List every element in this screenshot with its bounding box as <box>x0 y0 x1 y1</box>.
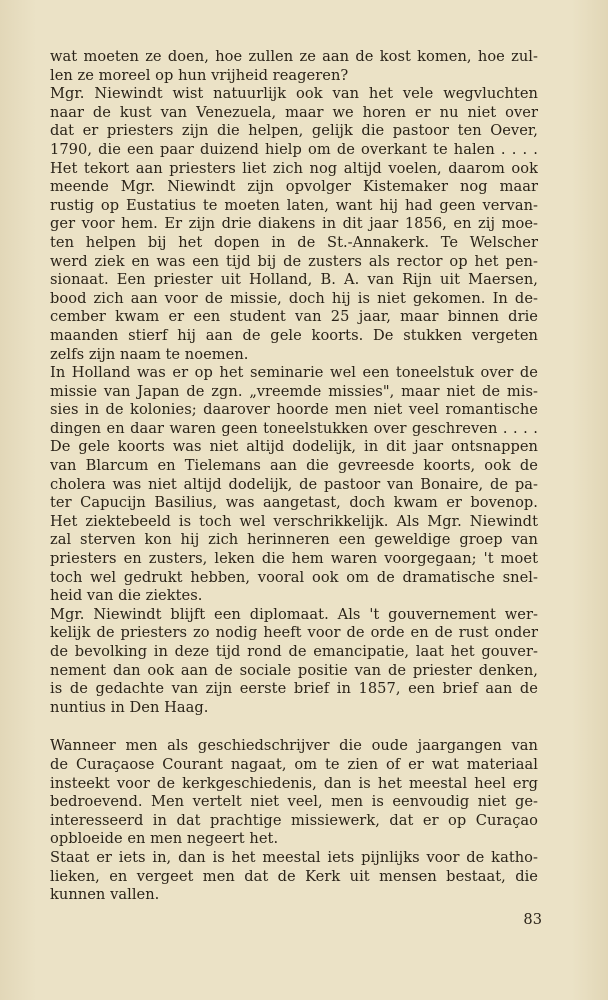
paragraph <box>50 849 538 905</box>
text-line: werd ziek en was een tijd bij de zusters als rector op het pen- <box>50 252 538 270</box>
text-line: nuntius in Den Haag. <box>50 698 209 716</box>
text-line: Het tekort aan priesters liet zich nog altijd voelen, daarom ook <box>50 159 538 177</box>
text-line: sionaat. Een priester uit Holland, B. A. van Rijn uit Maersen, <box>50 271 538 289</box>
text-line: ten helpen bij het dopen in de St.-Annakerk. Te Welscher <box>50 233 538 251</box>
text-line: Wanneer men als geschiedschrijver die oude jaargangen van <box>50 737 538 755</box>
text-line: zelfs zijn naam te noemen. <box>50 345 249 363</box>
text-line: meende Mgr. Niewindt zijn opvolger Kistemaker nog maar <box>50 178 538 196</box>
text-line: De gele koorts was niet altijd dodelijk, in dit jaar ontsnappen <box>50 438 538 456</box>
text-line: dat er priesters zijn die helpen, gelijk die pastoor ten Oever, <box>50 122 538 140</box>
text-line: ter Capucijn Basilius, was aangetast, doch kwam er bovenop. <box>50 494 538 512</box>
text-line: van Blarcum en Tielemans aan die gevreesde koorts, ook de <box>50 457 538 475</box>
text-line: insteekt voor de kerkgeschiedenis, dan is het meestal heel erg <box>50 774 538 792</box>
text-line: Mgr. Niewindt blijft een diplomaat. Als 't gouvernement wer- <box>50 605 538 623</box>
text-line: de bevolking in deze tijd rond de emancipatie, laat het gouver- <box>50 643 538 660</box>
text-line: toch wel gedrukt hebben, vooral ook om de dramatische snel- <box>50 568 538 586</box>
text-line: naar de kust van Venezuela, maar we horen er nu niet over <box>50 103 538 121</box>
text-line: missie van Japan de zgn. „vreemde missies", maar niet de mis- <box>50 382 538 400</box>
paragraph <box>50 606 538 718</box>
text-line: Het ziektebeeld is toch wel verschrikkelijk. Als Mgr. Niewindt <box>50 512 538 530</box>
text-line: opbloeide en men negeert het. <box>50 830 279 848</box>
paragraph <box>50 364 538 606</box>
text-line: lieken, en vergeet men dat de Kerk uit mensen bestaat, die <box>50 867 538 885</box>
text-line: kunnen vallen. <box>50 886 160 904</box>
text-line: maanden stierf hij aan de gele koorts. De stukken vergeten <box>50 326 538 344</box>
text-line: wat moeten ze doen, hoe zullen ze aan de kost komen, hoe zul- <box>50 48 538 65</box>
paragraph-gap <box>50 717 538 737</box>
paragraph <box>50 737 538 849</box>
text-line: cholera was niet altijd dodelijk, de pastoor van Bonaire, de pa- <box>50 475 538 493</box>
text-line: Mgr. Niewindt wist natuurlijk ook van het vele wegvluchten <box>50 85 538 103</box>
text-line: cember kwam er een student van 25 jaar, maar binnen drie <box>50 308 538 326</box>
text-line: dingen en daar waren geen toneelstukken over geschreven . . . . <box>50 419 538 437</box>
text-line: de Curaçaose Courant nagaat, om te zien of er wat materiaal <box>50 755 538 773</box>
text-line: bedroevend. Men vertelt niet veel, men is eenvoudig niet ge- <box>50 793 538 811</box>
text-line: rustig op Eustatius te moeten laten, want hij had geen vervan- <box>50 196 538 214</box>
text-line: ger voor hem. Er zijn drie diakens in dit jaar 1856, en zij moe- <box>50 215 538 233</box>
text-line: len ze moreel op hun vrijheid reageren? <box>50 66 349 84</box>
paragraph <box>50 85 538 364</box>
text-line: zal sterven kon hij zich herinneren een geweldige groep van <box>50 531 538 549</box>
text-line: interesseerd in dat prachtige missiewerk, dat er op Curaçao <box>50 811 538 829</box>
text-line: sies in de kolonies; daarover hoorde men niet veel romantische <box>50 401 538 419</box>
text-line: heid van die ziektes. <box>50 587 203 605</box>
text-line: Staat er iets in, dan is het meestal iets pijnlijks voor de katho- <box>50 848 538 866</box>
text-line: bood zich aan voor de missie, doch hij is niet gekomen. In de- <box>50 289 538 307</box>
text-line: 1790, die een paar duizend hielp om de overkant te halen . . . . <box>50 140 538 158</box>
text-line: is de gedachte van zijn eerste brief in 1857, een brief aan de <box>50 680 538 698</box>
paragraph <box>50 48 538 85</box>
page-number: 83 <box>523 911 542 928</box>
text-line: kelijk de priesters zo nodig heeft voor de orde en de rust onder <box>50 624 538 642</box>
text-line: In Holland was er op het seminarie wel een toneelstuk over de <box>50 364 538 382</box>
body-text <box>50 48 538 905</box>
text-line: priesters en zusters, leken die hem waren voorgegaan; 't moet <box>50 550 538 568</box>
text-line: nement dan ook aan de sociale positie van de priester denken, <box>50 661 538 679</box>
